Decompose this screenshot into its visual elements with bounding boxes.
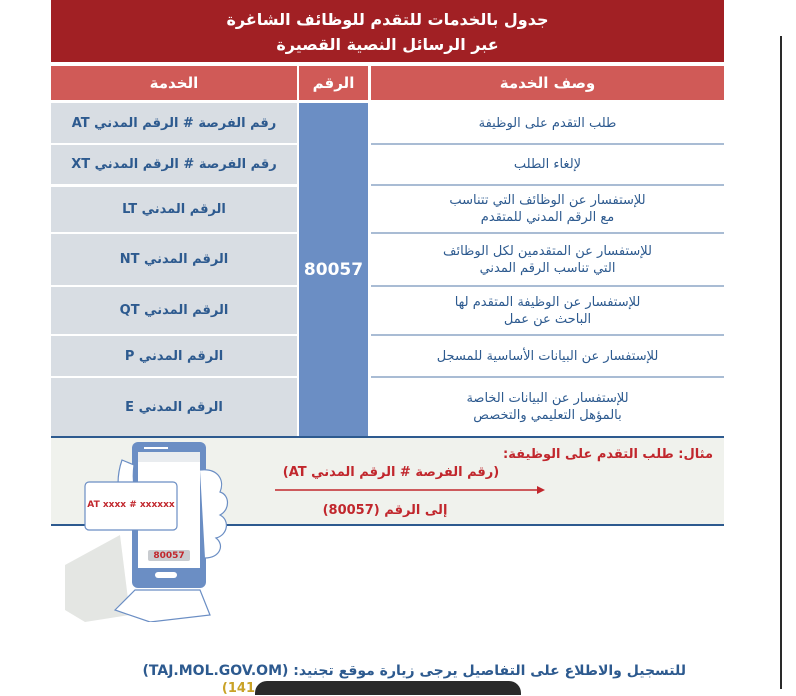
banner-title-line1: جدول بالخدمات للتقدم للوظائف الشاغرة — [226, 10, 549, 29]
description-cell — [371, 287, 724, 336]
description-line: مع الرقم المدني للمتقدم — [480, 210, 615, 225]
sms-number-cell: 80057 — [299, 103, 368, 436]
description-line: لإلغاء الطلب — [513, 157, 582, 172]
header-service: الخدمة — [51, 66, 297, 100]
description-cell — [371, 234, 724, 287]
phone-number-text: 80057 — [153, 551, 185, 561]
banner-title-line2: عبر الرسائل النصية القصيرة — [276, 35, 499, 54]
description-line: للإستفسار عن البيانات الخاصة — [466, 391, 629, 406]
title-banner — [51, 0, 724, 62]
footer-registration-note: للتسجيل والاطلاع على التفاصيل يرجى زيارة موقع تجنيد: (TAJ.MOL.GOV.OM) — [142, 663, 686, 679]
service-cell: الرقم المدني P — [51, 336, 297, 376]
description-line: للإستفسار عن المتقدمين لكل الوظائف — [443, 243, 652, 259]
description-line: الباحث عن عمل — [503, 311, 592, 327]
phone-message-text: AT xxxx # xxxxxx — [87, 500, 175, 510]
service-cell: رقم الفرصة # الرقم المدني AT — [51, 103, 297, 143]
description-line: للإستفسار عن البيانات الأساسية للمسجل — [436, 348, 659, 364]
example-message-format: (رقم الفرصة # الرقم المدني AT) — [282, 465, 500, 480]
description-cell — [371, 378, 724, 436]
footer-partial-text: (141 — [221, 681, 255, 696]
bottom-dark-tab — [255, 681, 521, 695]
description-cell — [371, 145, 724, 186]
description-cell — [371, 103, 724, 145]
phone-in-hand-illustration — [60, 440, 235, 622]
service-cell: الرقم المدني E — [51, 378, 297, 436]
service-cell: الرقم المدني NT — [51, 234, 297, 285]
example-send-to: إلى الرقم (80057) — [322, 503, 448, 518]
header-number: الرقم — [299, 66, 368, 100]
page-edge-line — [780, 36, 782, 689]
description-line: طلب التقدم على الوظيفة — [478, 115, 617, 131]
service-cell: رقم الفرصة # الرقم المدني XT — [51, 145, 297, 184]
description-cell — [371, 336, 724, 378]
arrow-right-icon — [275, 483, 545, 497]
service-cell: الرقم المدني QT — [51, 287, 297, 334]
header-description: وصف الخدمة — [371, 66, 724, 100]
description-line: للإستفسار عن الوظيفة المتقدم لها — [454, 294, 641, 310]
service-cell: الرقم المدني LT — [51, 187, 297, 232]
description-cell — [371, 186, 724, 234]
description-line: بالمؤهل التعليمي والتخصص — [473, 408, 622, 423]
description-line: التي تناسب الرقم المدني — [479, 260, 616, 276]
description-line: للإستفسار عن الوظائف التي تتناسب — [449, 193, 646, 208]
example-title: مثال: طلب التقدم على الوظيفة: — [503, 447, 713, 462]
